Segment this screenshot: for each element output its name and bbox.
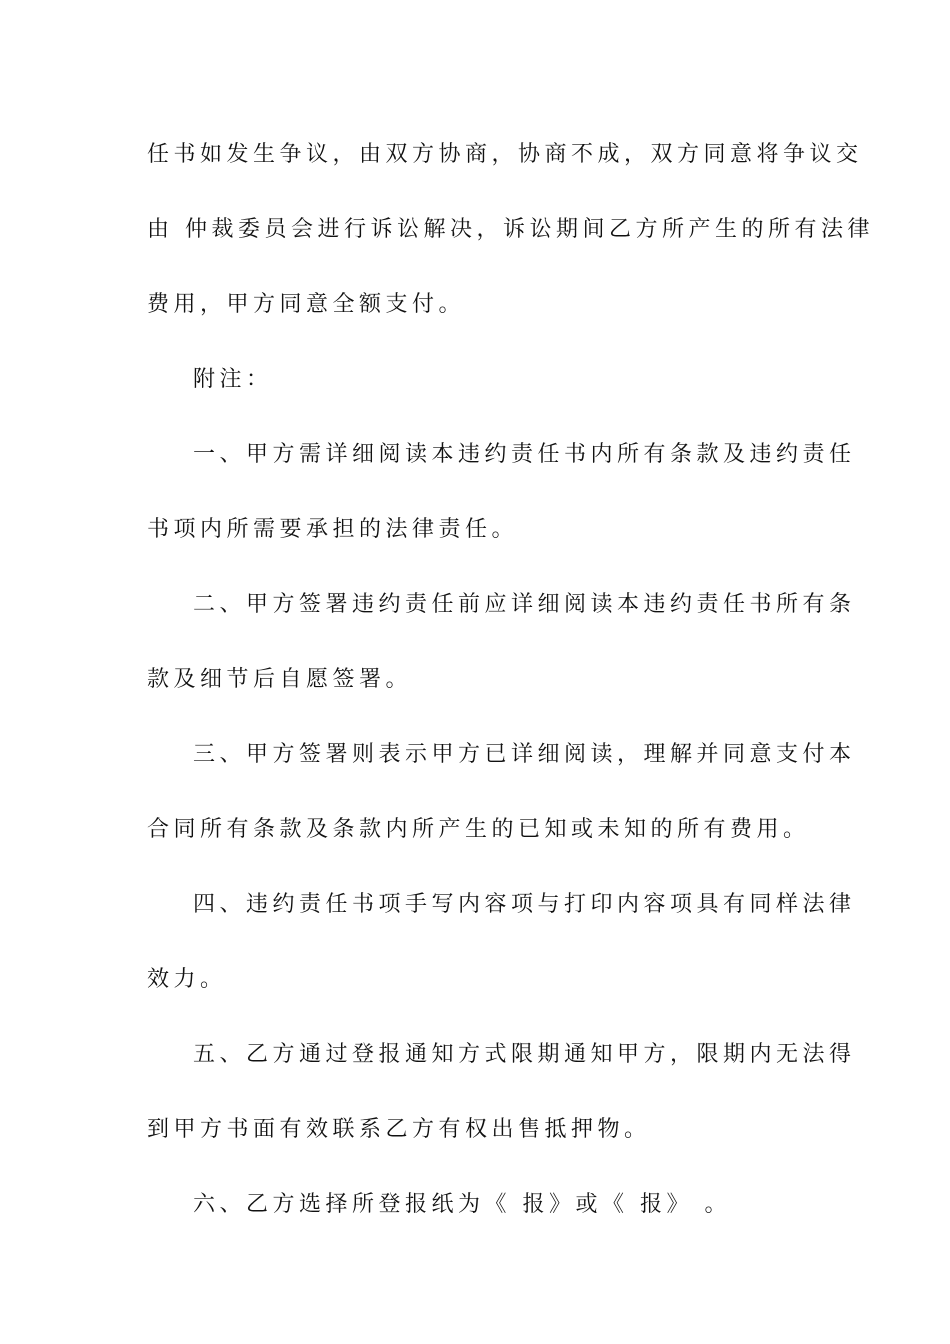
note-item-5: 五、乙方通过登报通知方式限期通知甲方，限期内无法得 (193, 1042, 856, 1067)
text-line: 任书如发生争议，由双方协商，协商不成，双方同意将争议交 (147, 142, 863, 167)
note-item-3: 三、甲方签署则表示甲方已详细阅读，理解并同意支付本 (193, 742, 856, 767)
text-line: 到甲方书面有效联系乙方有权出售抵押物。 (147, 1117, 651, 1142)
note-item-2: 二、甲方签署违约责任前应详细阅读本违约责任书所有条 (193, 592, 856, 617)
text-line: 费用，甲方同意全额支付。 (147, 292, 466, 317)
text-line: 款及细节后自愿签署。 (147, 667, 413, 692)
text-line: 合同所有条款及条款内所产生的已知或未知的所有费用。 (147, 817, 810, 842)
note-item-4: 四、违约责任书项手写内容项与打印内容项具有同样法律 (193, 892, 856, 917)
text-line: 书项内所需要承担的法律责任。 (147, 517, 519, 542)
note-item-1: 一、甲方需详细阅读本违约责任书内所有条款及违约责任 (193, 442, 856, 467)
text-line: 由 仲裁委员会进行诉讼解决，诉讼期间乙方所产生的所有法律 (147, 217, 874, 242)
text-line: 效力。 (147, 967, 227, 992)
document-body (147, 132, 874, 1257)
note-heading: 附注： (193, 367, 273, 392)
note-item-6: 六、乙方选择所登报纸为《 报》或《 报》 。 (193, 1192, 731, 1217)
